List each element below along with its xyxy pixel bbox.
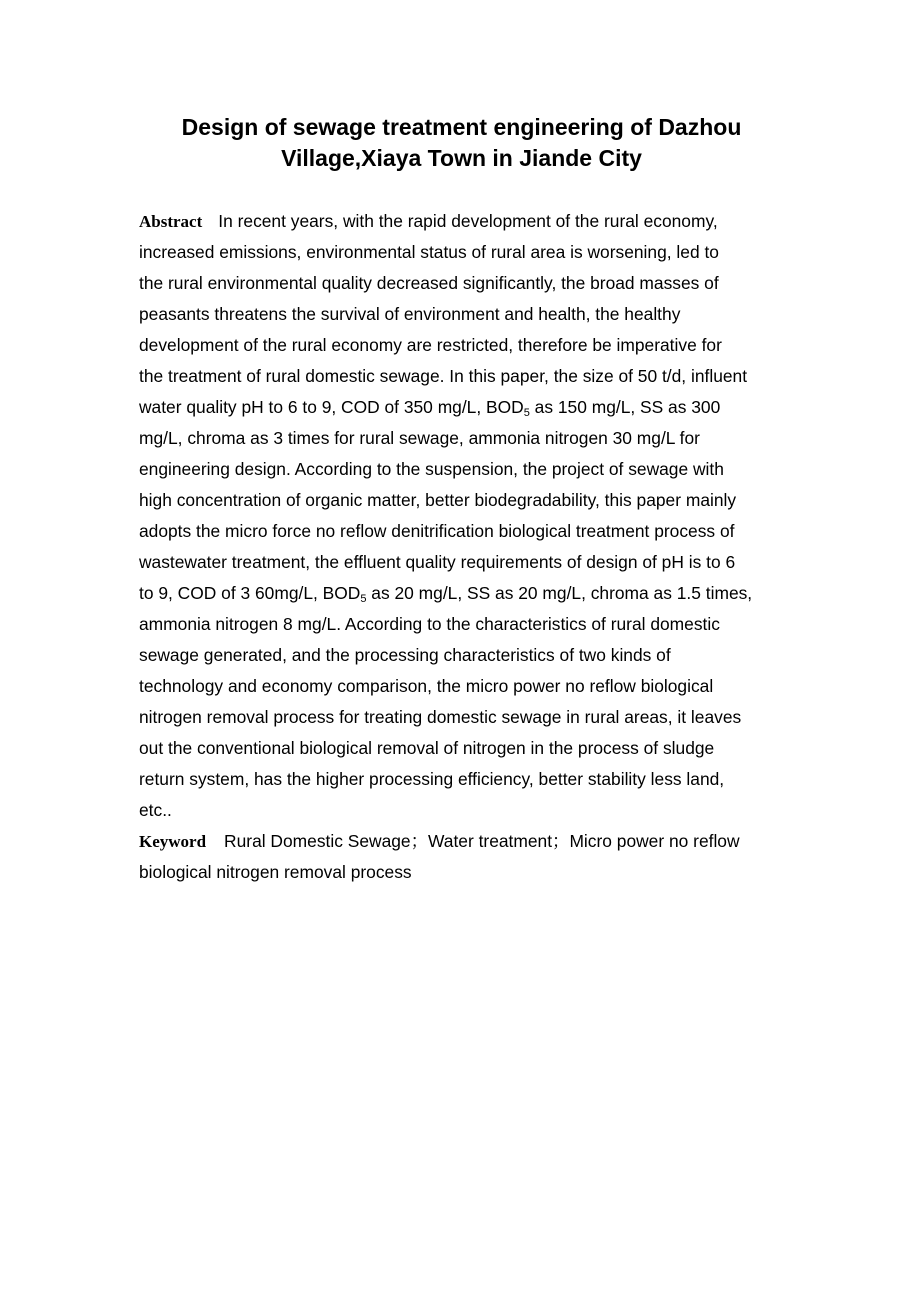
abstract-line: peasants threatens the survival of environment and health, the healthy <box>139 304 681 324</box>
abstract-line: sewage generated, and the processing characteristics of two kinds of <box>139 645 671 665</box>
abstract-line: wastewater treatment, the effluent quality requirements of design of pH is to 6 <box>139 552 736 572</box>
abstract-line: technology and economy comparison, the micro power no reflow biological <box>139 676 714 696</box>
abstract-text: to 9, COD of 3 60mg/L, BOD <box>139 583 361 603</box>
abstract-line: the treatment of rural domestic sewage. In this paper, the size of 50 t/d, influent <box>139 366 748 386</box>
title-line-1: Design of sewage treatment engineering of Dazhou <box>181 114 742 140</box>
paper-title <box>129 112 794 174</box>
abstract-line: nitrogen removal process for treating domestic sewage in rural areas, it leaves <box>139 707 742 727</box>
keyword-item: Micro power no reflow <box>569 831 740 851</box>
abstract-line: adopts the micro force no reflow denitrification biological treatment process of <box>139 521 735 541</box>
abstract-line <box>139 206 784 237</box>
title-line-2: Village,Xiaya Town in Jiande City <box>281 145 642 171</box>
abstract-line: out the conventional biological removal of nitrogen in the process of sludge <box>139 738 715 758</box>
abstract-text: In recent years, with the rapid development of the rural economy, <box>218 211 718 231</box>
keywords-section <box>139 826 784 888</box>
abstract-line: engineering design. According to the suspension, the project of sewage with <box>139 459 724 479</box>
abstract-line <box>139 578 784 609</box>
keywords-label: Keyword <box>139 832 207 851</box>
abstract-line: mg/L, chroma as 3 times for rural sewage, ammonia nitrogen 30 mg/L for <box>139 428 700 448</box>
keyword-separator: ； <box>552 831 570 851</box>
keywords-line: biological nitrogen removal process <box>139 862 412 882</box>
abstract-line: the rural environmental quality decreased significantly, the broad masses of <box>139 273 719 293</box>
abstract-section <box>139 206 784 826</box>
abstract-line: increased emissions, environmental status of rural area is worsening, led to <box>139 242 719 262</box>
abstract-label: Abstract <box>139 212 203 231</box>
abstract-line: development of the rural economy are restricted, therefore be imperative for <box>139 335 722 355</box>
keyword-item: Rural Domestic Sewage <box>224 831 411 851</box>
document-page <box>139 112 784 888</box>
keyword-separator: ； <box>410 831 428 851</box>
keyword-item: Water treatment <box>428 831 553 851</box>
abstract-line: ammonia nitrogen 8 mg/L. According to the characteristics of rural domestic <box>139 614 720 634</box>
abstract-line: return system, has the higher processing efficiency, better stability less land, <box>139 769 725 789</box>
abstract-line: high concentration of organic matter, better biodegradability, this paper mainly <box>139 490 737 510</box>
abstract-line: etc.. <box>139 800 172 820</box>
abstract-text: as 150 mg/L, SS as 300 <box>529 397 721 417</box>
abstract-text: water quality pH to 6 to 9, COD of 350 mg/L, BOD <box>139 397 524 417</box>
subscript: 5 <box>360 593 367 605</box>
abstract-text: as 20 mg/L, SS as 20 mg/L, chroma as 1.5 times, <box>366 583 753 603</box>
subscript: 5 <box>523 407 530 419</box>
keywords-line <box>139 826 784 857</box>
abstract-line <box>139 392 784 423</box>
